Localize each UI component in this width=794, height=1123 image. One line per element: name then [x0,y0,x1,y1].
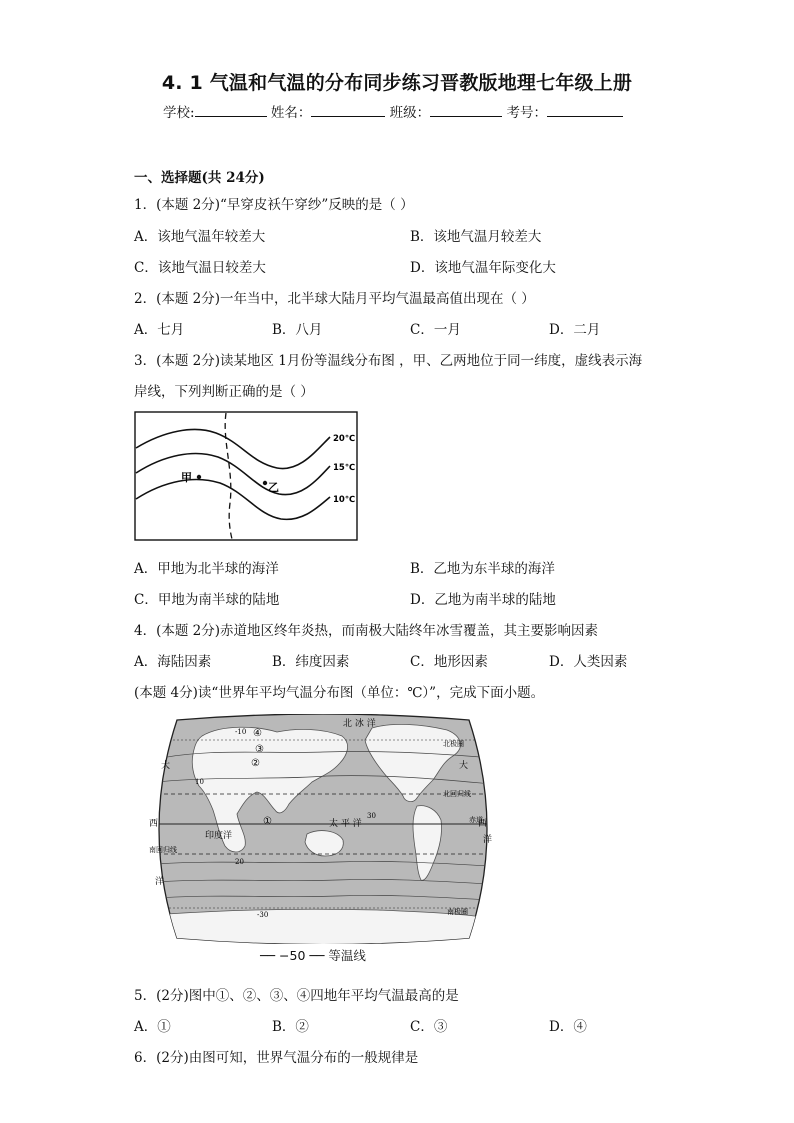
isotherm-10-label: 10 [195,778,204,786]
question-2-stem: 2．(本题 2分)一年当中，北半球大陆月平均气温最高值出现在（ ） [134,291,535,307]
question-1-option-b[interactable]: B．该地气温月较差大 [410,229,542,245]
student-info-line [163,101,623,121]
question-1-option-d[interactable]: D．该地气温年际变化大 [410,260,556,276]
isotherm-minus-10-label: -10 [235,728,247,736]
question-4-option-b[interactable]: B．纬度因素 [272,654,350,670]
point-yi-marker [263,481,267,485]
question-2-option-b[interactable]: B．八月 [272,322,323,338]
west-label: 西 [149,819,159,829]
question-3-option-b[interactable]: B．乙地为东半球的海洋 [410,561,555,577]
question-group-stem: (本题 4分)读“世界年平均气温分布图（单位：℃）”，完成下面小题。 [134,685,545,701]
west-right-label: 西 [478,819,488,829]
class-label: 班级： [389,105,431,121]
question-4-option-a[interactable]: A．海陆因素 [134,654,212,670]
isotherm-20-label: 20℃ [333,434,356,444]
question-3-stem-line2: 岸线，下列判断正确的是（ ） [134,384,314,400]
isotherm-figure [134,411,358,541]
isotherm-20-label: 20 [235,858,244,866]
arctic-circle-label: 北极圈 [443,740,464,748]
point-jia-label: 甲 [181,471,192,484]
equator-right-label: 赤道 [469,816,483,824]
question-3-option-d[interactable]: D．乙地为南半球的陆地 [410,592,556,608]
question-4-option-c[interactable]: C．地形因素 [410,654,488,670]
question-5-option-d[interactable]: D．④ [549,1019,587,1035]
exam-number-label: 考号： [506,105,547,121]
exam-number-blank[interactable] [547,104,623,117]
isotherm-15-label: 15℃ [333,463,356,473]
question-2-option-a[interactable]: A．七月 [134,322,185,338]
question-5-stem: 5．(2分)图中①、②、③、④四地年平均气温最高的是 [134,988,459,1004]
section-heading: 一、选择题(共 24分) [134,170,265,186]
class-blank[interactable] [430,104,502,117]
question-6-stem: 6．(2分)由图可知，世界气温分布的一般规律是 [134,1050,419,1066]
question-4-option-d[interactable]: D．人类因素 [549,654,628,670]
atlantic-left-da-label: 大 [161,761,171,771]
question-1-option-a[interactable]: A．该地气温年较差大 [134,229,266,245]
point-yi-label: 乙 [268,481,279,494]
question-3-option-c[interactable]: C．甲地为南半球的陆地 [134,592,280,608]
antarctic-circle-label: 南极圈 [447,908,468,916]
question-1-option-c[interactable]: C．该地气温日较差大 [134,260,266,276]
indian-ocean-label: 印度洋 [205,831,233,841]
point-jia-marker [197,475,201,479]
name-label: 姓名： [270,105,312,121]
question-2-option-d[interactable]: D．二月 [549,322,601,338]
question-3-option-a[interactable]: A．甲地为北半球的海洋 [134,561,279,577]
school-label: 学校: [163,105,195,121]
point-4-marker: ④ [253,728,262,739]
isotherm-30-label: 30 [367,812,376,820]
question-5-option-c[interactable]: C．③ [410,1019,448,1035]
tropic-north-label: 北回归线 [443,790,471,798]
tropic-south-label: 南回归线 [149,846,177,854]
pacific-ocean-label: 太 平 洋 [329,819,362,829]
question-2-option-c[interactable]: C．一月 [410,322,461,338]
world-temperature-map [147,714,500,944]
page-title: 4. 1 气温和气温的分布同步练习晋教版地理七年级上册 [161,72,633,94]
isotherm-minus-30-label: -30 [257,911,269,919]
question-5-option-a[interactable]: A．① [134,1019,171,1035]
name-blank[interactable] [311,104,385,117]
question-5-option-b[interactable]: B．② [272,1019,309,1035]
point-1-marker: ① [263,816,272,827]
isotherm-10-label: 10℃ [333,495,356,505]
point-3-marker: ③ [255,744,264,755]
ocean-left-yang-label: 洋 [155,877,165,887]
point-2-marker: ② [251,758,260,769]
ocean-right-yang-label: 洋 [483,835,493,845]
school-blank[interactable] [195,104,267,117]
question-1-stem: 1．(本题 2分)“早穿皮袄午穿纱”反映的是（ ） [134,197,414,213]
map-legend: ── −50 ── 等温线 [260,948,366,963]
atlantic-right-da-label: 大 [459,761,469,771]
question-4-stem: 4．(本题 2分)赤道地区终年炎热，而南极大陆终年冰雪覆盖，其主要影响因素 [134,623,599,639]
question-3-stem-line1: 3．(本题 2分)读某地区 1月份等温线分布图 ，甲、乙两地位于同一纬度，虚线表示海 [134,353,643,369]
arctic-ocean-label: 北 冰 洋 [343,719,376,729]
